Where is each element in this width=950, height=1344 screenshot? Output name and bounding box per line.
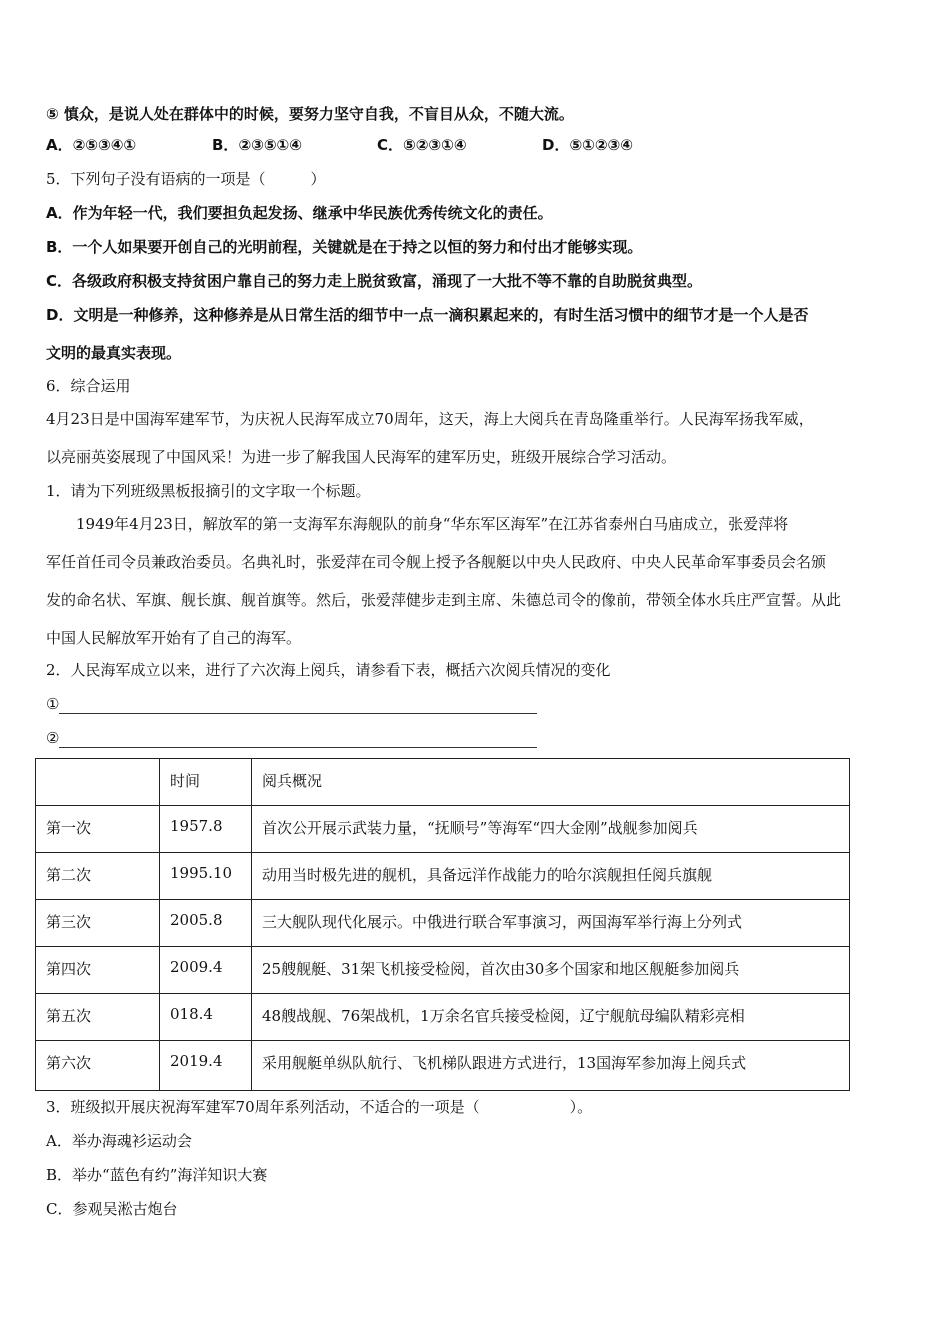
cell-time: 2005.8	[160, 900, 252, 947]
q6-sub2-stem: 2．人民海军成立以来，进行了六次海上阅兵，请参看下表，概括六次阅兵情况的变化	[46, 661, 611, 679]
q6-sub1-stem: 1．请为下列班级黑板报摘引的文字取一个标题。	[46, 482, 371, 500]
cell-time: 018.4	[160, 994, 252, 1041]
cell-order: 第六次	[36, 1041, 160, 1091]
cell-order: 第二次	[36, 853, 160, 900]
cell-order: 第五次	[36, 994, 160, 1041]
cell-time: 1957.8	[160, 806, 252, 853]
passage-line-4: 中国人民解放军开始有了自己的海军。	[46, 629, 302, 647]
q6-sub3-stem: 3．班级拟开展庆祝海军建军70周年系列活动，不适合的一项是（ ）。	[46, 1098, 593, 1116]
table-row	[36, 994, 850, 1041]
blank-underline[interactable]	[59, 733, 537, 748]
cell-summary: 采用舰艇单纵队航行、飞机梯队跟进方式进行，13国海军参加海上阅兵式	[252, 1041, 850, 1091]
q5-option-b[interactable]: B．一个人如果要开创自己的光明前程，关键就是在于持之以恒的努力和付出才能够实现。	[46, 238, 643, 256]
q6-sub3-option-c[interactable]: C．参观吴淞古炮台	[46, 1200, 178, 1218]
header-cell-time: 时间	[160, 759, 252, 806]
passage-line-1: 1949年4月23日，解放军的第一支海军东海舰队的前身“华东军区海军”在江苏省泰州白马庙成立，张爱萍将	[76, 515, 789, 533]
q5-option-a[interactable]: A．作为年轻一代，我们要担负起发扬、继承中华民族优秀传统文化的责任。	[46, 204, 553, 222]
q4-option-d[interactable]: D．⑤①②③④	[542, 136, 633, 154]
q6-intro-line-2: 以亮丽英姿展现了中国风采！为进一步了解我国人民海军的建军历史，班级开展综合学习活动。	[46, 448, 677, 466]
cell-time: 1995.10	[160, 853, 252, 900]
header-cell-summary: 阅兵概况	[252, 759, 850, 806]
cell-time: 2009.4	[160, 947, 252, 994]
q6-title: 6．综合运用	[46, 377, 131, 395]
q4-option-c[interactable]: C．⑤②③①④	[377, 136, 467, 154]
q5-stem: 5．下列句子没有语病的一项是（ ）	[46, 170, 326, 188]
cell-summary: 48艘战舰、76架战机，1万余名官兵接受检阅，辽宁舰航母编队精彩亮相	[252, 994, 850, 1041]
cell-summary: 动用当时极先进的舰机，具备远洋作战能力的哈尔滨舰担任阅兵旗舰	[252, 853, 850, 900]
table-header-row	[36, 759, 850, 806]
cell-time: 2019.4	[160, 1041, 252, 1091]
passage-line-3: 发的命名状、军旗、舰长旗、舰首旗等。然后，张爱萍健步走到主席、朱德总司令的像前，带领全体水兵庄严宣誓。从此	[46, 591, 842, 609]
q6-intro-line-1: 4月23日是中国海军建军节，为庆祝人民海军成立70周年，这天，海上大阅兵在青岛隆重举行。人民海军扬我军威，	[46, 410, 814, 428]
blank-underline[interactable]	[59, 699, 537, 714]
cell-order: 第四次	[36, 947, 160, 994]
naval-review-table	[35, 758, 850, 1091]
answer-blank-1[interactable]: ①	[46, 694, 537, 714]
table-row	[36, 1041, 850, 1091]
cell-summary: 25艘舰艇、31架飞机接受检阅，首次由30多个国家和地区舰艇参加阅兵	[252, 947, 850, 994]
q4-option-a[interactable]: A．②⑤③④①	[46, 136, 137, 154]
q4-item-5: ⑤ 慎众，是说人处在群体中的时候，要努力坚守自我，不盲目从众，不随大流。	[46, 105, 574, 123]
cell-order: 第三次	[36, 900, 160, 947]
table-row	[36, 900, 850, 947]
cell-order: 第一次	[36, 806, 160, 853]
table-row	[36, 947, 850, 994]
table-row	[36, 806, 850, 853]
q5-option-c[interactable]: C．各级政府积极支持贫困户靠自己的努力走上脱贫致富，涌现了一大批不等不靠的自助脱贫典型。	[46, 272, 703, 290]
q5-option-d-cont: 文明的最真实表现。	[46, 344, 182, 362]
cell-summary: 三大舰队现代化展示。中俄进行联合军事演习，两国海军举行海上分列式	[252, 900, 850, 947]
cell-summary: 首次公开展示武装力量，“抚顺号”等海军“四大金刚”战舰参加阅兵	[252, 806, 850, 853]
q4-option-b[interactable]: B．②③⑤①④	[212, 136, 302, 154]
answer-blank-2[interactable]: ②	[46, 728, 537, 748]
q5-option-d[interactable]: D．文明是一种修养，这种修养是从日常生活的细节中一点一滴积累起来的，有时生活习惯中的细节才是一个人是否	[46, 306, 809, 324]
passage-line-2: 军任首任司令员兼政治委员。名典礼时，张爱萍在司令舰上授予各舰艇以中央人民政府、中央人民革命军事委员会名颁	[46, 553, 827, 571]
header-cell	[36, 759, 160, 806]
q6-sub3-option-b[interactable]: B．举办“蓝色有约”海洋知识大赛	[46, 1166, 268, 1184]
q6-sub3-option-a[interactable]: A．举办海魂衫运动会	[46, 1132, 192, 1150]
table-row	[36, 853, 850, 900]
q4-options	[46, 135, 633, 155]
